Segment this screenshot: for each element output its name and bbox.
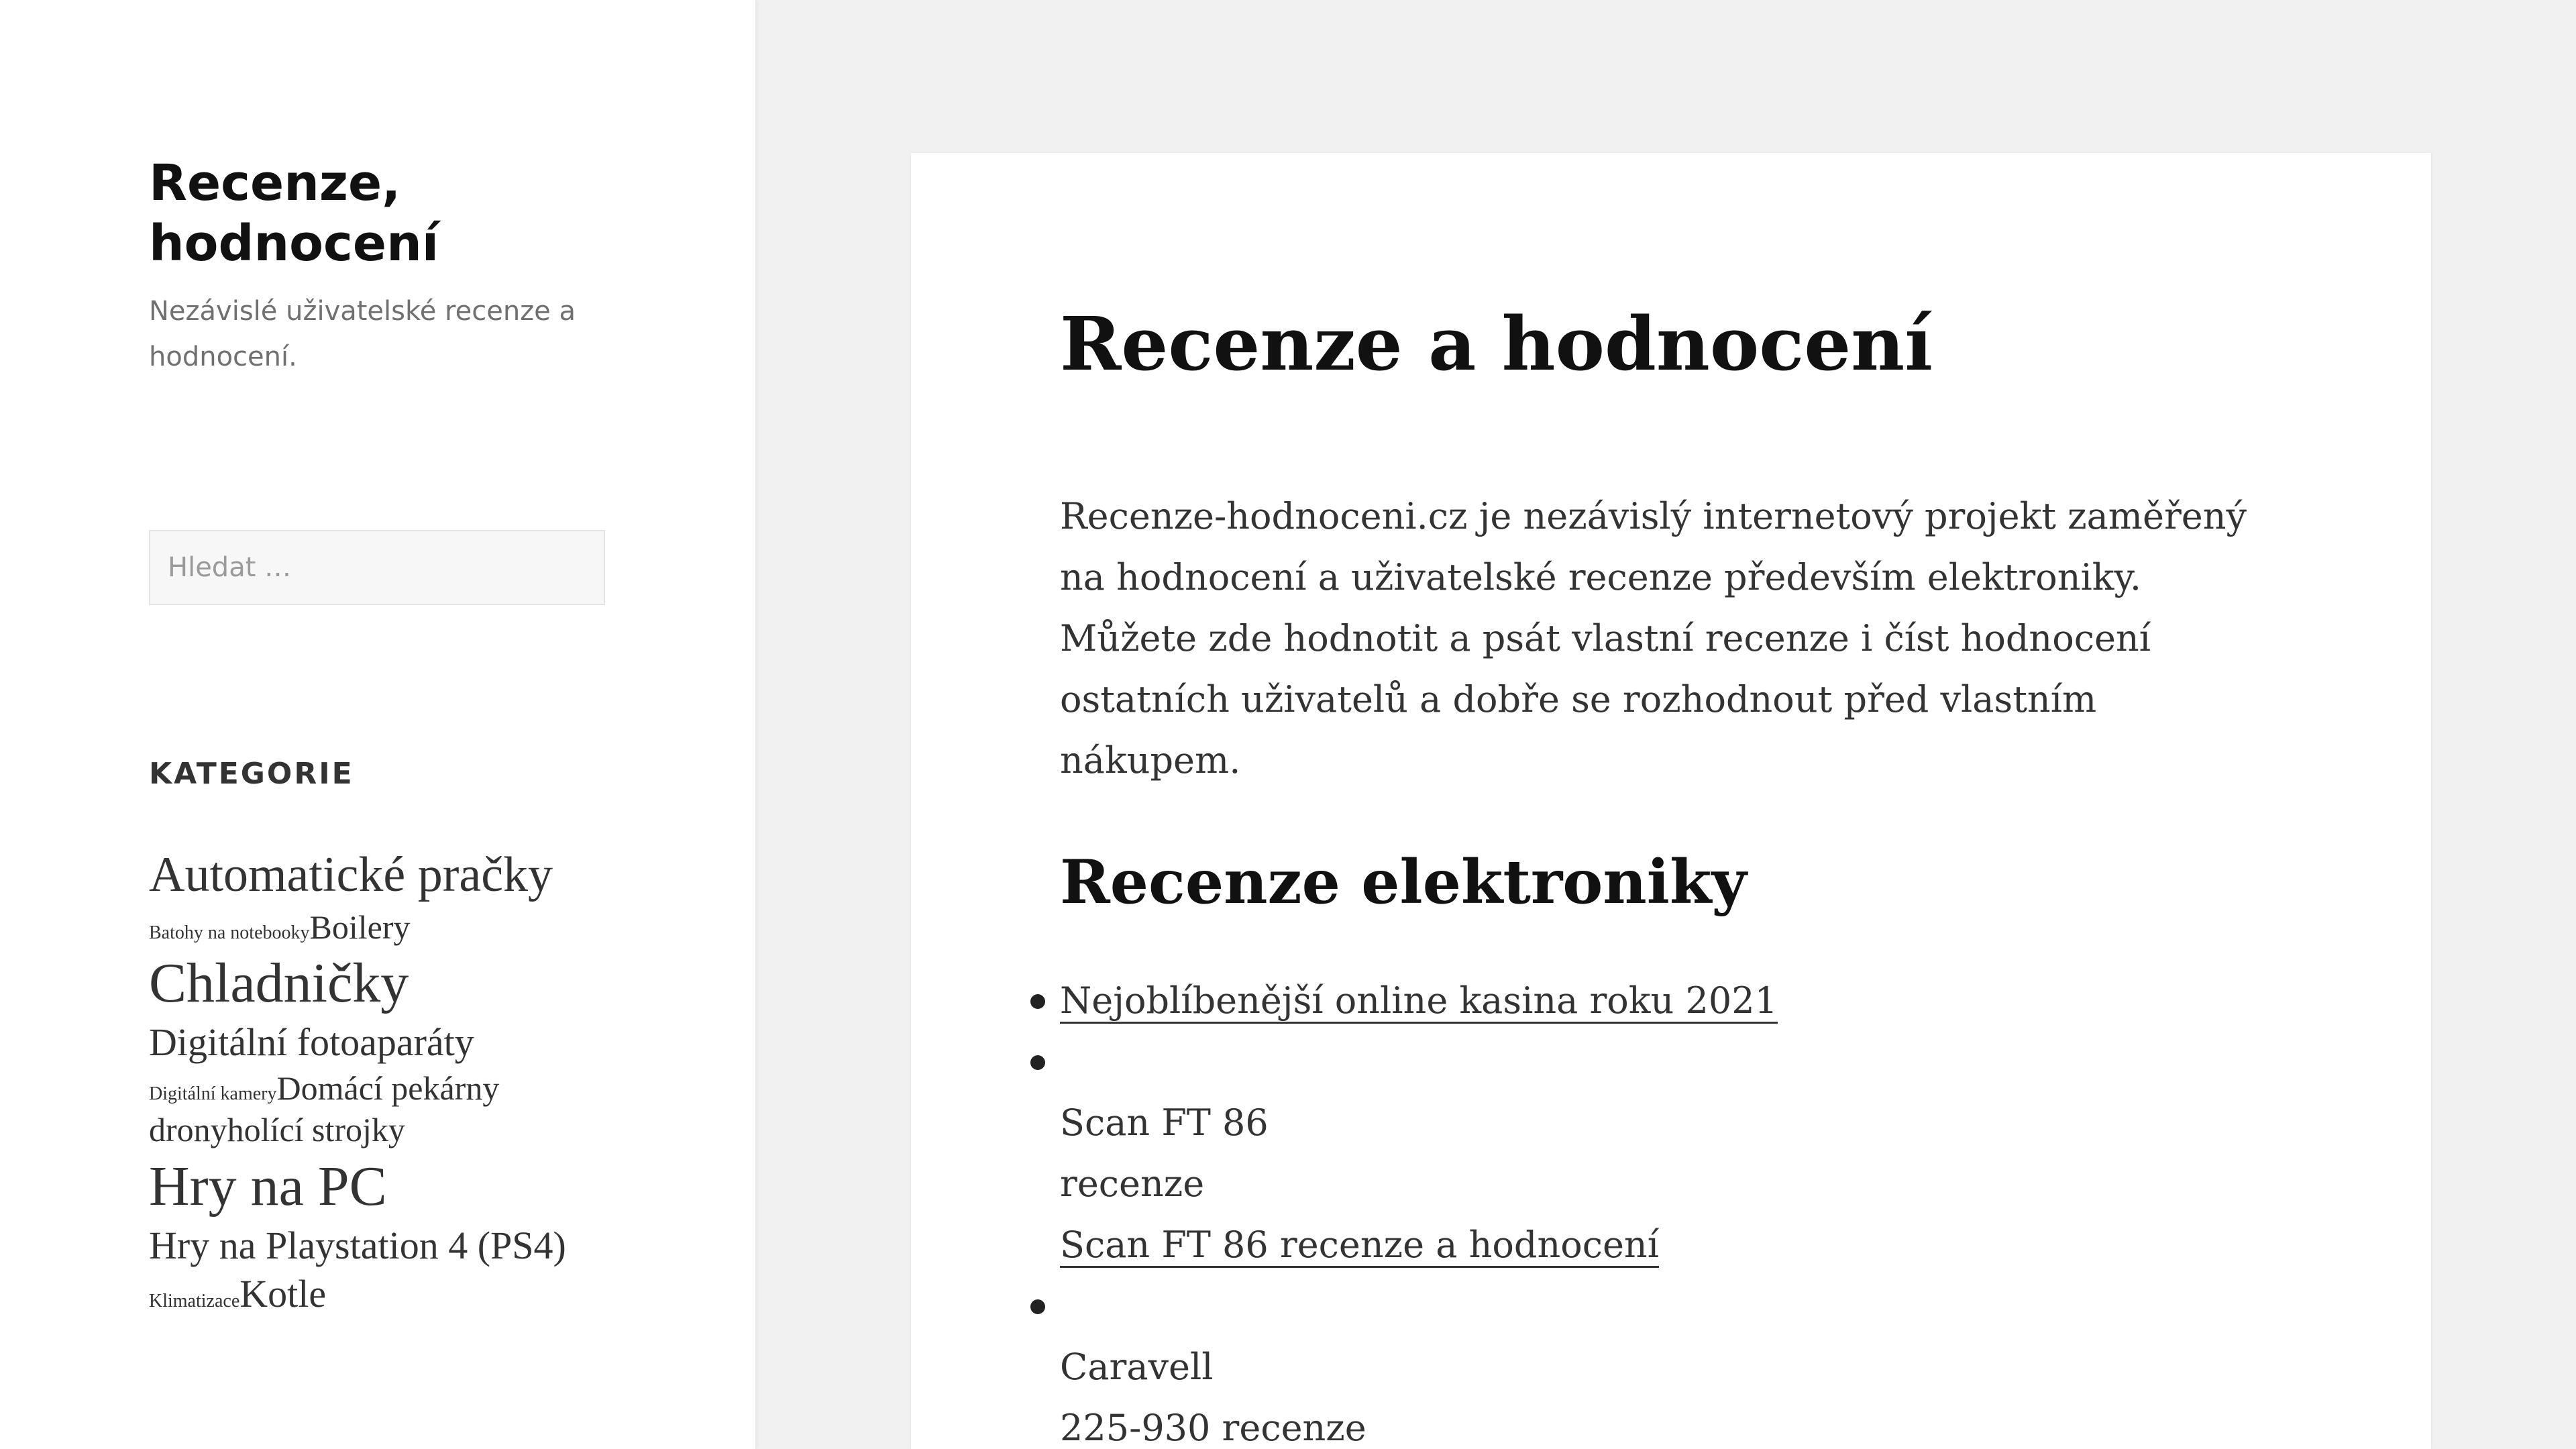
category-tag-cloud xyxy=(149,844,605,1319)
site-title[interactable]: Recenze, hodnocení xyxy=(149,154,439,272)
sidebar xyxy=(0,0,755,1449)
section-title: Recenze elektroniky xyxy=(1060,847,1747,918)
category-link[interactable]: Batohy na notebooky xyxy=(149,922,310,943)
list-item xyxy=(1060,1275,2281,1449)
review-link[interactable]: Nejoblíbenější online kasina roku 2021 xyxy=(1060,979,1778,1024)
category-link[interactable]: Boilery xyxy=(309,908,411,946)
site-description: Nezávislé uživatelské recenze a hodnocení. xyxy=(149,296,576,372)
category-link[interactable]: Hry na PC xyxy=(149,1155,387,1218)
category-link[interactable]: Hry na Playstation 4 (PS4) xyxy=(149,1223,566,1267)
category-link[interactable]: Kotle xyxy=(239,1272,327,1316)
category-link[interactable]: Domácí pekárny xyxy=(276,1069,500,1107)
product-name: Caravell xyxy=(1060,1346,1214,1388)
list-item xyxy=(1060,970,2281,1031)
content-card xyxy=(911,153,2431,1449)
list-item xyxy=(1060,1031,2281,1275)
list-item-spacer xyxy=(1060,1275,2281,1336)
category-link[interactable]: Automatické pračky xyxy=(149,847,553,902)
review-list xyxy=(1060,970,2281,1449)
product-label: 225-930 recenze xyxy=(1060,1407,1366,1449)
list-item-spacer xyxy=(1060,1031,2281,1092)
category-link[interactable]: Digitální fotoaparáty xyxy=(149,1020,474,1064)
category-link[interactable]: Klimatizace xyxy=(149,1291,240,1311)
category-link[interactable]: Digitální kamery xyxy=(149,1083,277,1104)
category-link[interactable]: holící strojky xyxy=(227,1111,405,1148)
intro-paragraph: Recenze-hodnoceni.cz je nezávislý internetový projekt zaměřený na hodnocení a uživatelské recenze především elektroniky. Můžete zde hodnotit a psát vlastní recenze i číst hodnocení ostatních uživatelů a dobře se rozhodnout před vlastním nákupem. xyxy=(1060,495,2247,782)
category-link[interactable]: drony xyxy=(149,1111,227,1148)
category-link[interactable]: Chladničky xyxy=(149,952,409,1014)
product-label: recenze xyxy=(1060,1163,1205,1205)
product-name: Scan FT 86 xyxy=(1060,1102,1269,1144)
page-title: Recenze a hodnocení xyxy=(1060,301,1933,387)
review-link[interactable]: Scan FT 86 recenze a hodnocení xyxy=(1060,1224,1659,1268)
categories-title: KATEGORIE xyxy=(149,757,354,791)
search-input[interactable] xyxy=(149,530,605,605)
